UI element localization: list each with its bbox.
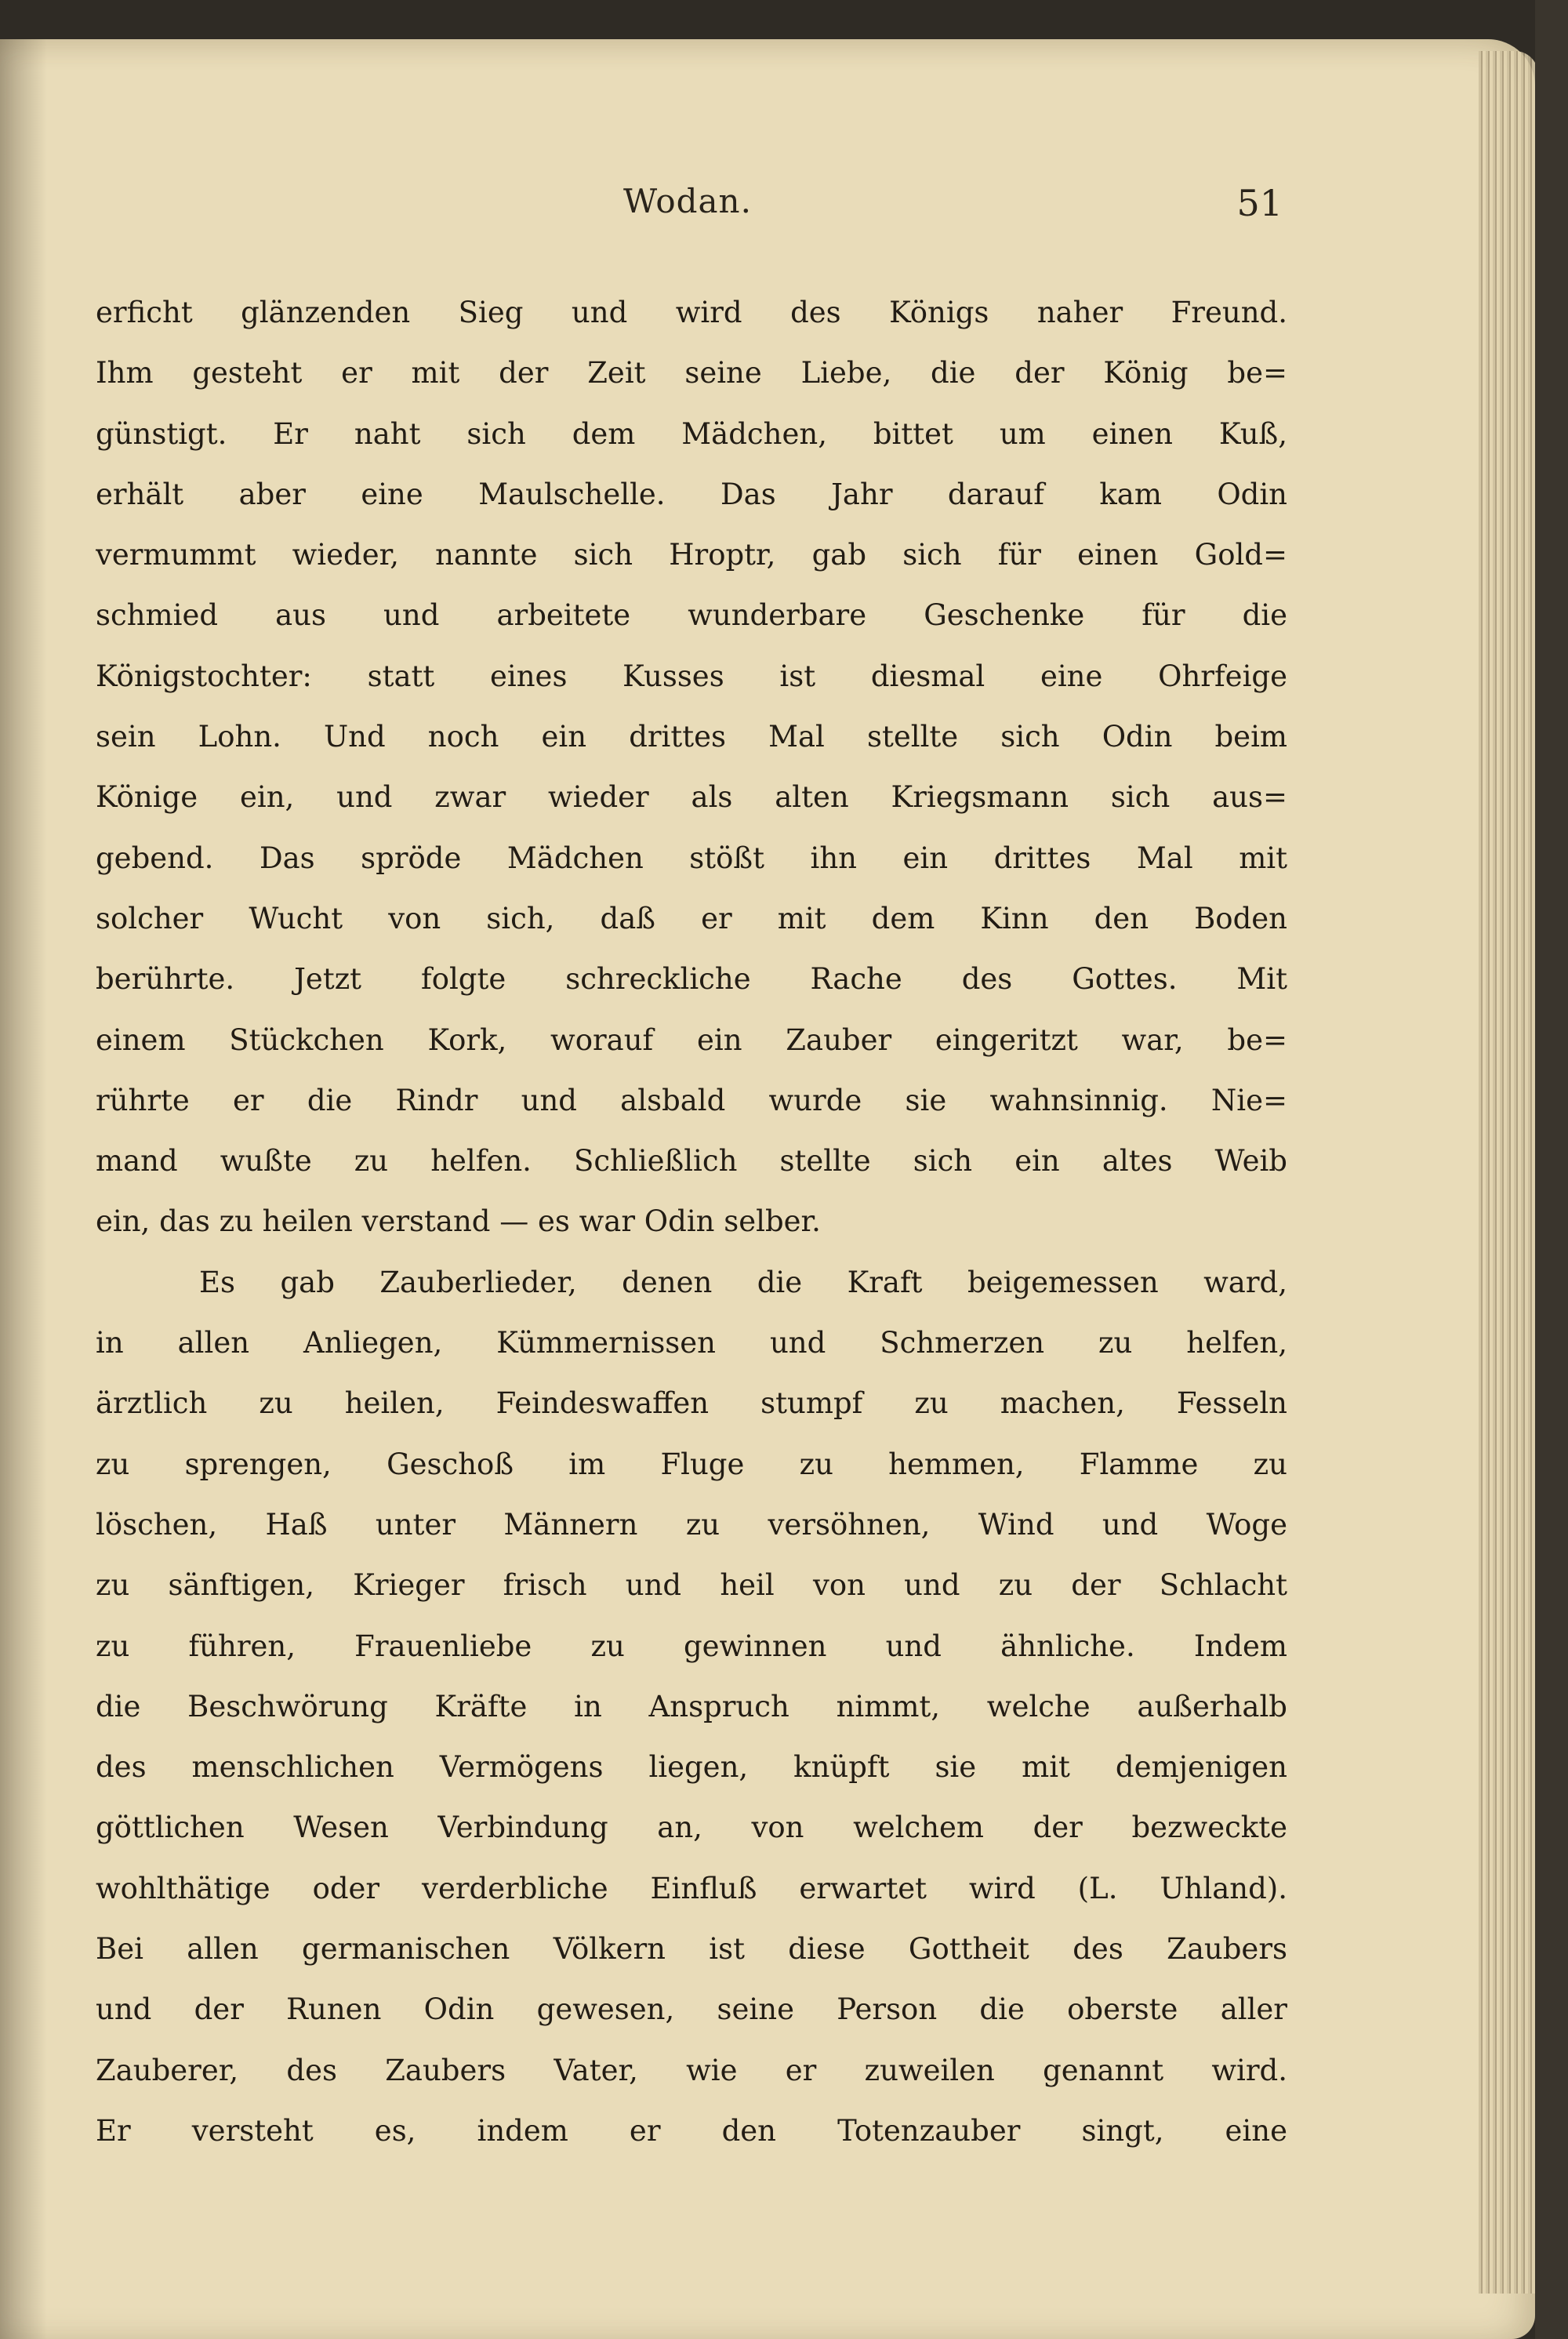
paragraph-start-line: Es gab Zauberlieder, denen die Kraft beigemessen ward, xyxy=(199,1265,1287,1299)
text-line: erficht glänzenden Sieg und wird des Königs naher Freund. xyxy=(96,296,1287,329)
text-line: zu sprengen, Geschoß im Fluge zu hemmen, Flamme zu xyxy=(96,1447,1287,1481)
text-line: wohlthätige oder verderbliche Einfluß erwartet wird (L. Uhland). xyxy=(96,1871,1287,1905)
text-line: des menschlichen Vermögens liegen, knüpft sie mit demjenigen xyxy=(96,1750,1287,1785)
text-line: löschen, Haß unter Männern zu versöhnen, Wind und Woge xyxy=(96,1507,1287,1542)
text-line: vermummt wieder, nannte sich Hroptr, gab sich für einen Gold= xyxy=(96,538,1287,572)
text-line: ärztlich zu heilen, Feindeswaffen stumpf zu machen, Fesseln xyxy=(96,1386,1287,1421)
text-line: Königstochter: statt eines Kusses ist diesmal eine Ohrfeige xyxy=(96,659,1287,693)
text-line: solcher Wucht von sich, daß er mit dem Kinn den Boden xyxy=(96,901,1287,935)
text-line: und der Runen Odin gewesen, seine Person die oberste aller xyxy=(96,1992,1287,2027)
text-line: Ihm gesteht er mit der Zeit seine Liebe, die der König be= xyxy=(96,356,1287,390)
text-line: sein Lohn. Und noch ein drittes Mal stellte sich Odin beim xyxy=(96,720,1287,754)
text-line: in allen Anliegen, Kümmernissen und Schmerzen zu helfen, xyxy=(96,1326,1287,1360)
page-shadow xyxy=(0,39,47,2339)
text-line: gebend. Das spröde Mädchen stößt ihn ein drittes Mal mit xyxy=(96,841,1287,875)
page-edges xyxy=(1479,51,1538,2294)
text-line: Zauberer, des Zaubers Vater, wie er zuweilen genannt wird. xyxy=(96,2053,1287,2087)
text-line: zu sänftigen, Krieger frisch und heil von und zu der Schlacht xyxy=(96,1568,1287,1603)
text-line: Bei allen germanischen Völkern ist diese Gottheit des Zaubers xyxy=(96,1932,1287,1967)
text-line: berührte. Jetzt folgte schreckliche Rache des Gottes. Mit xyxy=(96,962,1287,997)
text-line: Könige ein, und zwar wieder als alten Kriegsmann sich aus= xyxy=(96,780,1287,815)
text-line: göttlichen Wesen Verbindung an, von welchem der bezweckte xyxy=(96,1811,1287,1845)
text-line: schmied aus und arbeitete wunderbare Geschenke für die xyxy=(96,598,1287,633)
running-title: Wodan. xyxy=(623,182,752,220)
text-line: zu führen, Frauenliebe zu gewinnen und ähnliche. Indem xyxy=(96,1629,1287,1663)
body-text xyxy=(96,282,1287,2161)
text-line: mand wußte zu helfen. Schließlich stellte sich ein altes Weib xyxy=(96,1144,1287,1179)
text-line: Er versteht es, indem er den Totenzauber singt, eine xyxy=(96,2113,1287,2148)
text-line: die Beschwörung Kräfte in Anspruch nimmt, welche außerhalb xyxy=(96,1689,1287,1723)
text-line: günstigt. Er naht sich dem Mädchen, bittet um einen Kuß, xyxy=(96,416,1287,451)
book-cover-edge xyxy=(1535,0,1568,2339)
page-header xyxy=(96,182,1283,229)
text-line: einem Stückchen Kork, worauf ein Zauber eingeritzt war, be= xyxy=(96,1022,1287,1057)
paragraph-end-line: ein, das zu heilen verstand — es war Odin selber. xyxy=(96,1204,821,1239)
text-line: erhält aber eine Maulschelle. Das Jahr darauf kam Odin xyxy=(96,477,1287,511)
text-line: rührte er die Rindr und alsbald wurde sie wahnsinnig. Nie= xyxy=(96,1083,1287,1117)
page-number: 51 xyxy=(1236,182,1283,224)
